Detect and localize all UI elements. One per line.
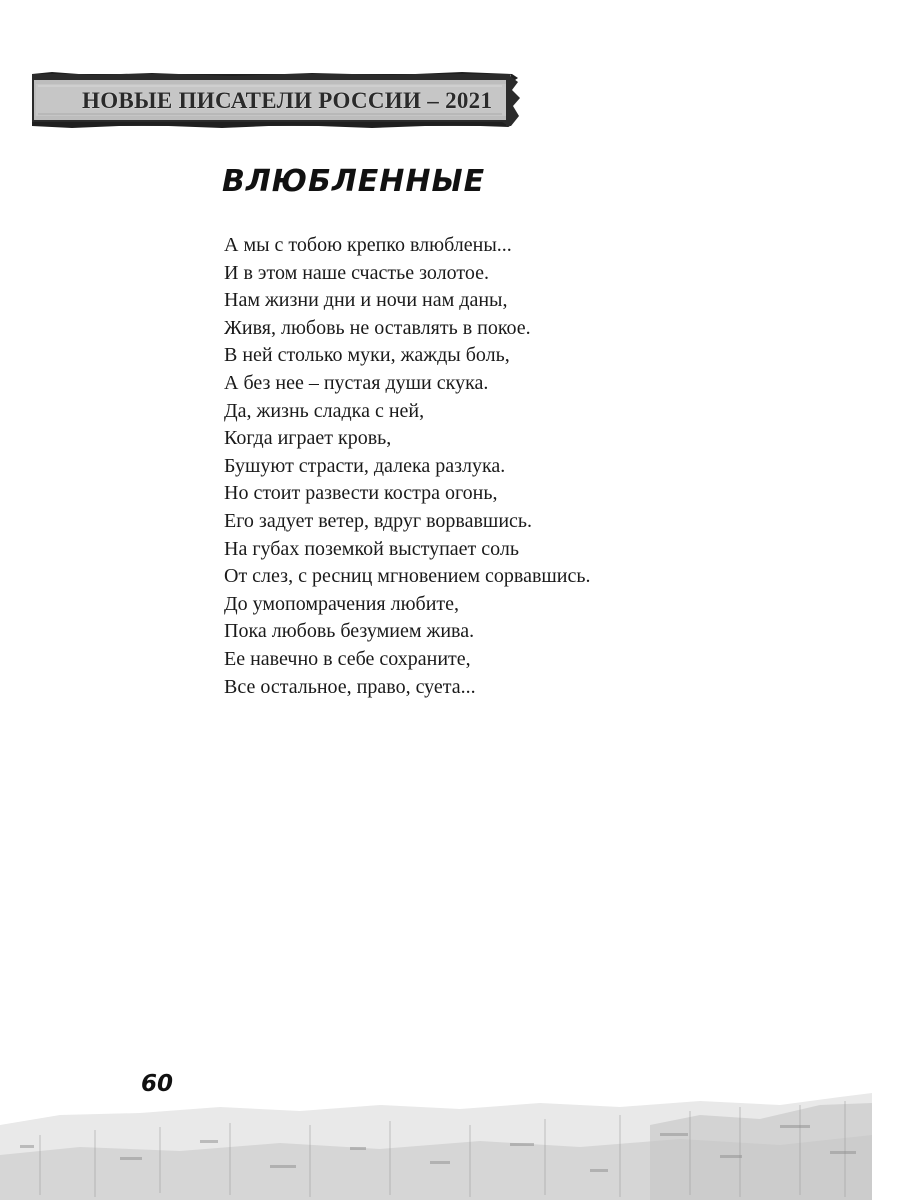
poem-line: Ее навечно в себе сохраните, [224,647,471,670]
poem-line: От слез, с ресниц мгновением сорвавшись. [224,565,591,588]
poem-line: И в этом наше счастье золотое. [224,261,489,284]
poem-line: Когда играет кровь, [224,427,392,450]
header-title: НОВЫЕ ПИСАТЕЛИ РОССИИ – 2021 [82,88,493,113]
poem-line: Да, жизнь сладка с ней, [224,399,425,422]
header-banner [32,72,520,128]
poem-line: Но стоит развести костра огонь, [224,482,498,505]
page-number: 60 [141,1071,174,1097]
poem-line: Его задует ветер, вдруг ворвавшись. [224,509,533,532]
poem-line: Нам жизни дни и ночи нам даны, [224,289,508,312]
poem-line: А без нее – пустая души скука. [224,371,489,394]
poem-line: До умопомрачения любите, [224,592,460,615]
footer-grunge-texture [0,1085,900,1200]
poem-line: На губах поземкой выступает соль [224,537,519,560]
poem-line: А мы с тобою крепко влюблены... [224,234,512,256]
poem-line: Бушуют страсти, далека разлука. [224,454,506,477]
poem-line: В ней столько муки, жажды боль, [224,344,510,367]
poem-line: Живя, любовь не оставлять в покое. [224,316,531,339]
poem-title: ВЛЮБЛЕННЫЕ [222,164,486,199]
poem-line: Все остальное, право, суета... [224,675,476,698]
poem-line: Пока любовь безумием жива. [224,620,475,643]
poem-body [224,232,590,701]
